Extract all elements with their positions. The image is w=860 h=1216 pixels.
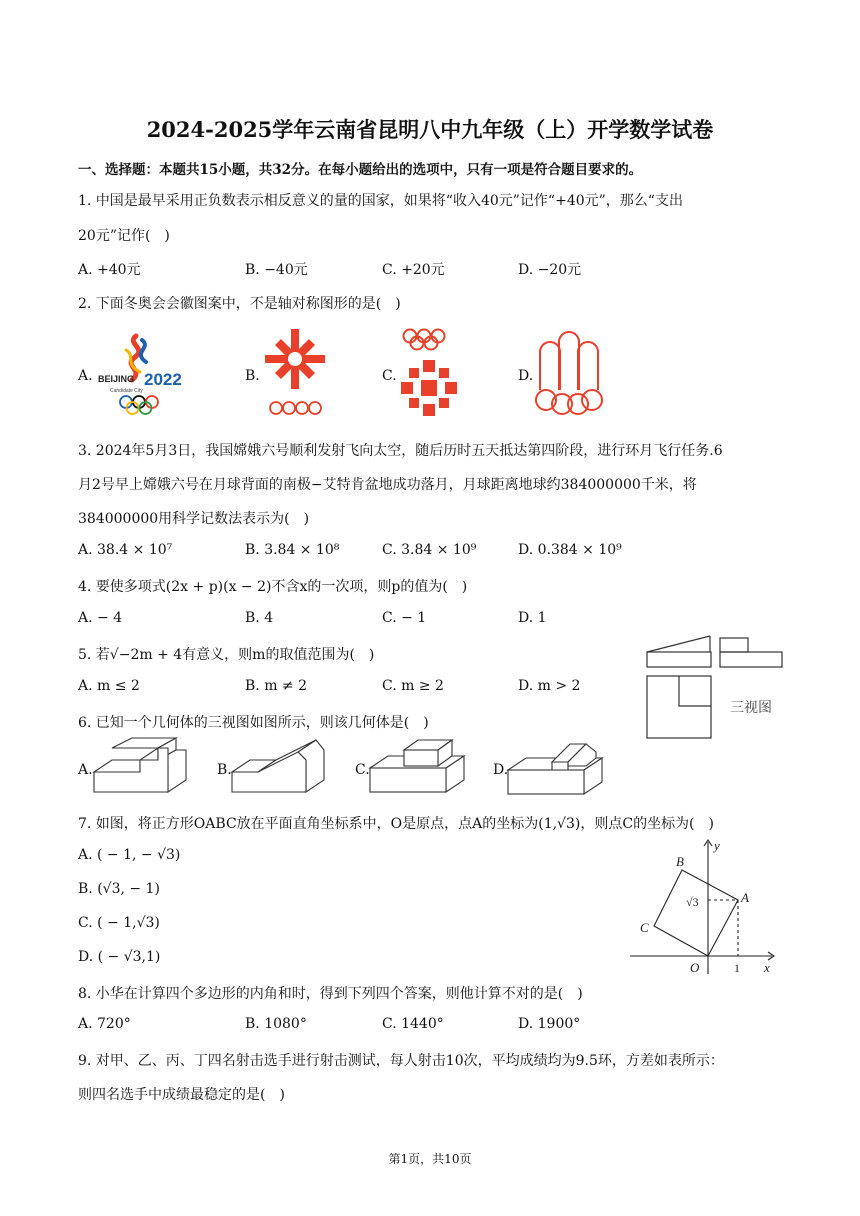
solid-b-figure (230, 736, 326, 798)
q6-label-d: D. (493, 762, 509, 778)
q7-option-b: B. (√3, − 1) (78, 881, 160, 897)
q1-line1: 1. 中国是最早采用正负数表示相反意义的量的国家，如果将“收入40元”记作“+40元”，那么“支出 (78, 193, 683, 209)
q3-line3: 384000000用科学记数法表示为( ) (78, 511, 310, 527)
q4-option-b: B. 4 (245, 610, 274, 626)
q6-label-c: C. (355, 762, 370, 778)
three-view-label: 三视图 (730, 699, 772, 715)
q3-option-d: D. 0.384 × 10⁹ (518, 542, 622, 558)
page-title: 2024-2025学年云南省昆明八中九年级（上）开学数学试卷 (146, 117, 714, 142)
axis-x-label: x (764, 960, 770, 975)
q1-option-d: D. −20元 (518, 262, 582, 278)
q5-option-b: B. m ≠ 2 (245, 678, 308, 694)
q8-option-b: B. 1080° (245, 1016, 307, 1032)
three-view-figure (644, 634, 790, 746)
q1-line2: 20元”记作( ) (78, 228, 170, 244)
solid-a-figure (92, 736, 188, 798)
q3-line2: 月2号早上嫦娥六号在月球背面的南极−艾特肯盆地成功落月，月球距离地球约384000000千米，将 (78, 477, 697, 493)
point-b-label: B (676, 854, 684, 869)
tick-one-label: 1 (734, 961, 740, 975)
q2-label-c: C. (382, 368, 397, 384)
q2-line1: 2. 下面冬奥会会徽图案中，不是轴对称图形的是( ) (78, 296, 401, 312)
coordinate-figure (630, 836, 782, 978)
sarajevo-logo (398, 326, 460, 420)
q1-option-b: B. −40元 (245, 262, 308, 278)
axis-y-label: y (714, 838, 720, 853)
q7-option-c: C. ( − 1,√3) (78, 915, 160, 931)
q3-option-c: C. 3.84 × 10⁹ (382, 542, 477, 558)
logo-2022-text: 2022 (144, 370, 182, 389)
q5-line1: 5. 若√−2m + 4有意义，则m的取值范围为( ) (78, 647, 375, 663)
q2-label-b: B. (245, 368, 260, 384)
q4-option-c: C. − 1 (382, 610, 427, 626)
q3-option-b: B. 3.84 × 10⁸ (245, 542, 340, 558)
q5-option-d: D. m > 2 (518, 678, 581, 694)
q6-label-b: B. (217, 762, 232, 778)
page-footer: 第1页，共10页 (388, 1152, 472, 1166)
snowflake-logo (262, 326, 328, 420)
q9-line1: 9. 对甲、乙、丙、丁四名射击选手进行射击测试，每人射击10次，平均成绩均为9.5环，方差如表所示： (78, 1053, 724, 1069)
beijing-2022-logo (96, 330, 188, 416)
section-heading: 一、选择题：本题共15小题，共32分。在每小题给出的选项中，只有一项是符合题目要求的。 (78, 162, 643, 178)
q1-option-a: A. +40元 (78, 262, 141, 278)
q6-line1: 6. 已知一个几何体的三视图如图所示，则该几何体是( ) (78, 715, 429, 731)
q8-option-c: C. 1440° (382, 1016, 444, 1032)
q8-option-a: A. 720° (78, 1016, 131, 1032)
q2-label-d: D. (518, 368, 534, 384)
q7-line1: 7. 如图，将正方形OABC放在平面直角坐标系中，O是原点，点A的坐标为(1,√3)，则点C的坐标为( ) (78, 816, 714, 832)
q5-option-a: A. m ≤ 2 (78, 678, 140, 694)
q4-option-d: D. 1 (518, 610, 547, 626)
q6-label-a: A. (78, 762, 93, 778)
q8-option-d: D. 1900° (518, 1016, 581, 1032)
rings-logo (534, 326, 604, 420)
q4-line1: 4. 要使多项式(2x + p)(x − 2)不含x的一次项，则p的值为( ) (78, 579, 468, 595)
q4-option-a: A. − 4 (78, 610, 123, 626)
q9-line2: 则四名选手中成绩最稳定的是( ) (78, 1087, 285, 1103)
q7-option-a: A. ( − 1, − √3) (78, 847, 181, 863)
logo-beijing-text: BEIJING (98, 374, 135, 384)
tick-sqrt3-label: √3 (686, 895, 699, 909)
solid-c-figure (368, 736, 466, 798)
q8-line1: 8. 小华在计算四个多边形的内角和时，得到下列四个答案，则他计算不对的是( ) (78, 986, 583, 1002)
point-a-label: A (741, 890, 749, 905)
q5-option-c: C. m ≥ 2 (382, 678, 444, 694)
logo-candidate-text: Candidate City (110, 388, 143, 394)
q1-option-c: C. +20元 (382, 262, 445, 278)
q2-label-a: A. (78, 368, 93, 384)
q7-option-d: D. ( − √3,1) (78, 949, 161, 965)
q3-line1: 3. 2024年5月3日，我国嫦娥六号顺利发射飞向太空，随后历时五天抵达第四阶段，进行环月飞行任务.6 (78, 443, 723, 459)
q3-option-a: A. 38.4 × 10⁷ (78, 542, 173, 558)
point-c-label: C (640, 920, 649, 935)
point-o-label: O (690, 960, 700, 975)
solid-d-figure (506, 736, 604, 798)
